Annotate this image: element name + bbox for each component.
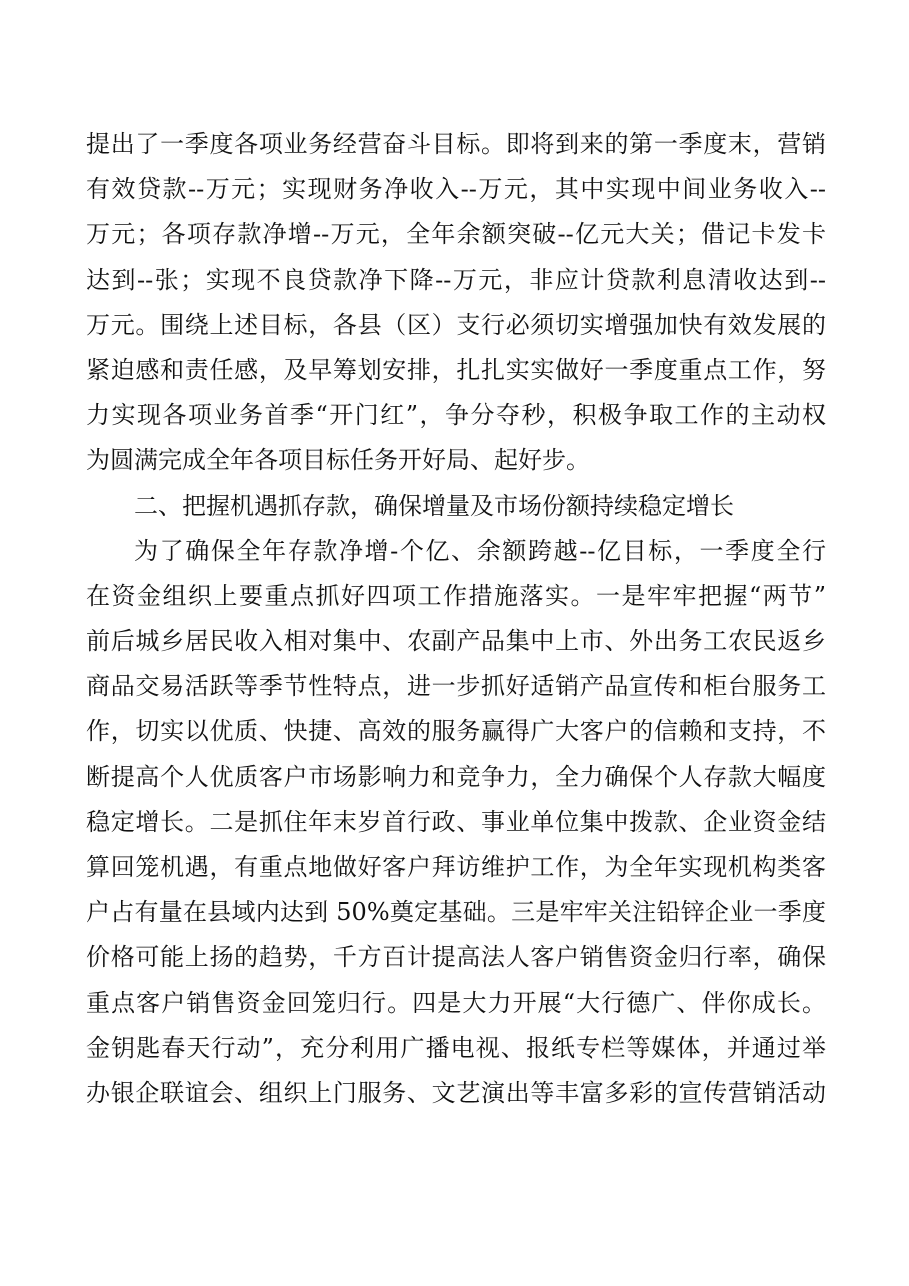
text-line: 金钥匙春天行动”，充分利用广播电视、报纸专栏等媒体，并通过举 <box>86 1033 826 1062</box>
text-line: 力实现各项业务首季“开门红”，争分夺秒，积极争取工作的主动权 <box>86 401 826 430</box>
text-line: 稳定增长。二是抓住年末岁首行政、事业单位集中拨款、企业资金结 <box>86 807 826 836</box>
text-line: 办银企联谊会、组织上门服务、文艺演出等丰富多彩的宣传营销活动 <box>86 1078 826 1107</box>
text-line: 紧迫感和责任感，及早筹划安排，扎扎实实做好一季度重点工作，努 <box>86 355 826 384</box>
text-line: 达到--张；实现不良贷款净下降--万元，非应计贷款利息清收达到-- <box>86 265 826 294</box>
text-line: 价格可能上扬的趋势，千方百计提高法人客户销售资金归行率，确保 <box>86 943 826 972</box>
paragraph-2 <box>86 529 826 1116</box>
text-line: 断提高个人优质客户市场影响力和竞争力，全力确保个人存款大幅度 <box>86 762 826 791</box>
text-line: 有效贷款--万元；实现财务净收入--万元，其中实现中间业务收入-- <box>86 175 826 204</box>
text-line: 重点客户销售资金回笼归行。四是大力开展“大行德广、伴你成长。 <box>86 988 826 1017</box>
text-line: 在资金组织上要重点抓好四项工作措施落实。一是牢牢把握“两节” <box>86 581 826 610</box>
text-line: 作，切实以优质、快捷、高效的服务赢得广大客户的信赖和支持，不 <box>86 717 826 746</box>
document-body <box>86 122 826 1116</box>
text-line: 算回笼机遇，有重点地做好客户拜访维护工作，为全年实现机构类客 <box>86 853 826 881</box>
text-line: 万元。围绕上述目标，各县（区）支行必须切实增强加快有效发展的 <box>86 310 826 339</box>
text-line: 提出了一季度各项业务经营奋斗目标。即将到来的第一季度末，营销 <box>86 130 826 158</box>
text-line: 为了确保全年存款净增-个亿、余额跨越--亿目标，一季度全行 <box>134 536 826 565</box>
text-line: 户占有量在县域内达到 50%奠定基础。三是牢牢关注铅锌企业一季度 <box>86 898 826 927</box>
text-line: 万元；各项存款净增--万元，全年余额突破--亿元大关；借记卡发卡 <box>86 220 826 249</box>
text-line: 为圆满完成全年各项目标任务开好局、起好步。 <box>86 446 590 475</box>
text-line: 商品交易活跃等季节性特点，进一步抓好适销产品宣传和柜台服务工 <box>86 672 826 701</box>
text-line: 前后城乡居民收入相对集中、农副产品集中上市、外出务工农民返乡 <box>86 627 826 656</box>
section-heading: 二、把握机遇抓存款，确保增量及市场份额持续稳定增长 <box>134 491 734 520</box>
paragraph-1 <box>86 122 826 484</box>
